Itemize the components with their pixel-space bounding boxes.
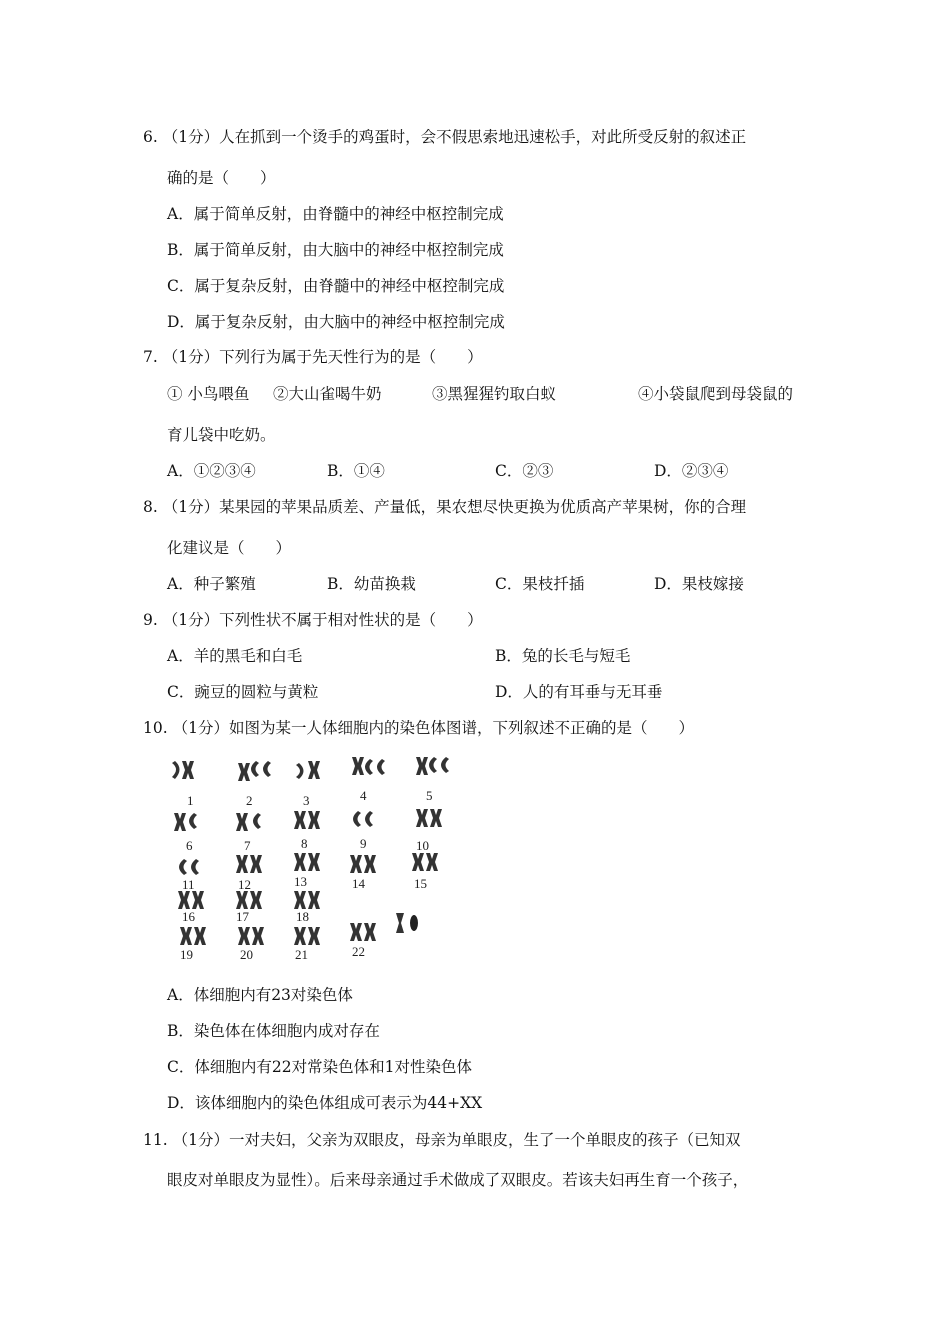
chromosome-21 (294, 927, 320, 945)
q6-option-c: C．属于复杂反射，由脊髓中的神经中枢控制完成 (167, 277, 505, 295)
chromosome-13 (294, 853, 320, 871)
q7-item-4: ④小袋鼠爬到母袋鼠的 (638, 385, 794, 403)
q10-option-c: C．体细胞内有22对常染色体和1对性染色体 (167, 1058, 472, 1076)
chromosome-label-11: 11 (182, 877, 195, 892)
q9-option-d: D．人的有耳垂与无耳垂 (495, 683, 663, 701)
q7-item-2: ②大山雀喝牛奶 (273, 385, 382, 403)
chromosome-3 (296, 761, 320, 779)
chromosome-label-16: 16 (182, 909, 195, 924)
chromosome-label-12: 12 (238, 877, 251, 892)
chromosome-18 (294, 891, 320, 909)
q8-stem-line2: 化建议是（ ） (167, 539, 292, 557)
chromosome-10 (416, 809, 442, 827)
chromosome-label-21: 21 (295, 947, 308, 962)
q9-option-b: B．兔的长毛与短毛 (495, 647, 631, 665)
q9-option-c: C．豌豆的圆粒与黄粒 (167, 683, 319, 701)
chromosome-22 (350, 923, 376, 941)
q6-option-a: A．属于简单反射，由脊髓中的神经中枢控制完成 (167, 205, 504, 223)
q8-option-d: D．果枝嫁接 (654, 575, 744, 593)
q7-item-4-cont: 育儿袋中吃奶。 (167, 426, 276, 444)
q11-stem-line2: 眼皮对单眼皮为显性）。后来母亲通过手术做成了双眼皮。若该夫妇再生育一个孩子， (167, 1171, 749, 1189)
chromosome-label-19: 19 (180, 947, 193, 962)
q7-stem: 7. （1分）下列行为属于先天性行为的是（ ） (143, 348, 483, 366)
chromosome-label-5: 5 (426, 788, 433, 803)
chromosome-20 (238, 927, 264, 945)
chromosome-6 (174, 813, 197, 831)
chromosome-label-9: 9 (360, 836, 367, 851)
chromosome-5 (416, 757, 449, 775)
chromosome-1 (172, 761, 194, 779)
q10-stem: 10. （1分）如图为某一人体细胞内的染色体图谱，下列叙述不正确的是（ ） (143, 719, 694, 737)
chromosome-8 (294, 811, 320, 829)
q10-option-b: B．染色体在体细胞内成对存在 (167, 1022, 380, 1040)
chromosome-4 (352, 757, 385, 775)
chromosome-label-1: 1 (187, 793, 194, 808)
chromosome-label-22: 22 (352, 944, 365, 959)
q8-option-c: C．果枝扦插 (495, 575, 585, 593)
karyotype-svg (168, 755, 458, 967)
chromosome-label-7: 7 (244, 838, 251, 853)
chromosome-label-20: 20 (240, 947, 253, 962)
chromosome-label-4: 4 (360, 788, 367, 803)
chromosome-label-10: 10 (416, 838, 429, 853)
chromosome-14 (350, 855, 376, 873)
chromosome-17 (236, 891, 262, 909)
sex-chromosomes (396, 913, 418, 933)
q8-stem-line1: 8. （1分）某果园的苹果品质差、产量低，果农想尽快更换为优质高产苹果树，你的合理 (143, 498, 747, 516)
chromosome-label-8: 8 (301, 836, 308, 851)
chromosome-2 (238, 761, 271, 781)
q6-stem-line1: 6. （1分）人在抓到一个烫手的鸡蛋时，会不假思索地迅速松手，对此所受反射的叙述正 (143, 128, 747, 146)
chromosome-7 (236, 813, 261, 831)
chromosome-19 (180, 927, 206, 945)
chromosome-label-2: 2 (246, 793, 253, 808)
chromosome-label-3: 3 (303, 793, 310, 808)
q8-option-a: A．种子繁殖 (167, 575, 256, 593)
chromosome-label-13: 13 (294, 874, 307, 889)
q10-option-d: D．该体细胞内的染色体组成可表示为44+XX (167, 1094, 483, 1112)
q7-option-d: D．②③④ (654, 462, 729, 480)
chromosome-label-17: 17 (236, 909, 249, 924)
chromosome-12 (236, 855, 262, 873)
q10-option-a: A．体细胞内有23对染色体 (167, 986, 353, 1004)
chromosome-label-6: 6 (186, 838, 193, 853)
q9-option-a: A．羊的黑毛和白毛 (167, 647, 303, 665)
q7-option-b: B．①④ (327, 462, 385, 480)
q7-option-a: A．①②③④ (167, 462, 256, 480)
q7-item-3: ③黑猩猩钓取白蚁 (432, 385, 557, 403)
karyotype-figure (168, 755, 458, 967)
q7-option-c: C．②③ (495, 462, 554, 480)
q7-item-1: ① 小鸟喂鱼 (167, 385, 250, 403)
chromosome-16 (178, 891, 204, 909)
q8-option-b: B．幼苗换栽 (327, 575, 416, 593)
chromosome-label-15: 15 (414, 876, 427, 891)
chromosome-15 (412, 853, 438, 871)
q11-stem-line1: 11. （1分）一对夫妇，父亲为双眼皮，母亲为单眼皮，生了一个单眼皮的孩子（已知双 (143, 1131, 741, 1149)
chromosome-11 (179, 859, 199, 875)
q6-option-b: B．属于简单反射，由大脑中的神经中枢控制完成 (167, 241, 504, 259)
chromosome-label-14: 14 (352, 876, 365, 891)
chromosome-label-18: 18 (296, 909, 309, 924)
chromosome-9 (353, 811, 373, 827)
q6-option-d: D．属于复杂反射，由大脑中的神经中枢控制完成 (167, 313, 505, 331)
q9-stem: 9. （1分）下列性状不属于相对性状的是（ ） (143, 611, 483, 629)
q6-stem-line2: 确的是（ ） (167, 169, 276, 187)
